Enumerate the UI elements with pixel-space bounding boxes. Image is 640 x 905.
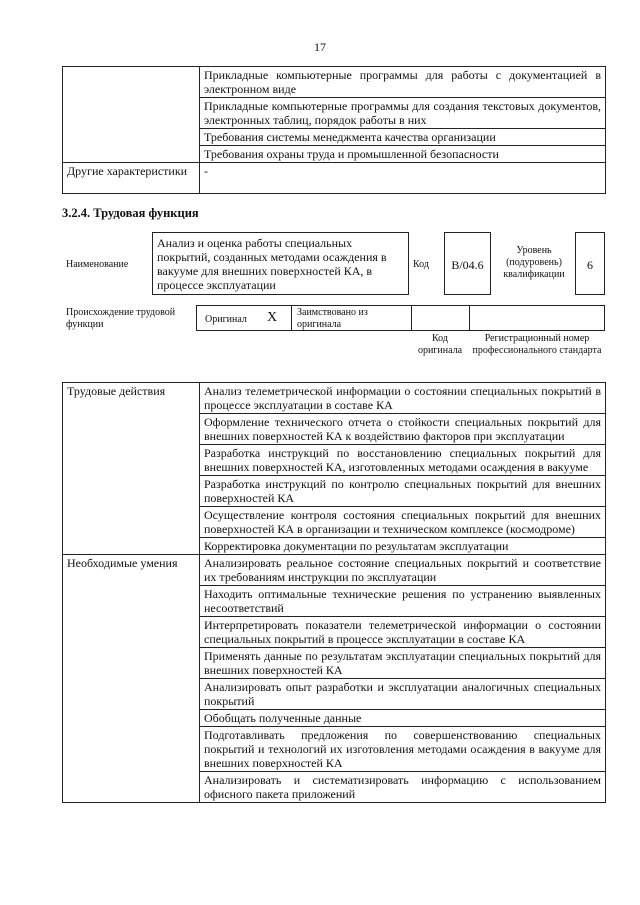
skill-item: Обобщать полученные данные (200, 710, 606, 727)
labor-actions-label: Трудовые действия (63, 383, 200, 555)
skill-item: Интерпретировать показатели телеметрической информации о состоянии специальных покрытий в процессе эксплуатации в составе КА (200, 617, 606, 648)
labor-action-item: Разработка инструкций по контролю специальных покрытий для внешних поверхностей КА (200, 476, 606, 507)
origin-row (196, 305, 605, 331)
code-label: Код (413, 259, 429, 270)
other-characteristics-label: Другие характеристики (63, 163, 200, 194)
labor-action-item: Корректировка документации по результатам эксплуатации (200, 538, 606, 555)
skill-item: Анализировать реальное состояние специальных покрытий и соответствие их требованиям инструкции по эксплуатации (200, 555, 606, 586)
original-label: Оригинал (205, 314, 247, 325)
origin-divider (411, 305, 412, 331)
section-title: 3.2.4. Трудовая функция (62, 206, 199, 220)
skill-item: Подготавливать предложения по совершенствованию специальных покрытий и технологий их изготовления методами осаждения в вакууме для внешних поверхностей КА (200, 727, 606, 772)
knowledge-continuation-table (62, 66, 606, 194)
labor-action-item: Осуществление контроля состояния специальных покрытий для внешних поверхностей КА в организации и техническом комплексе (космодроме) (200, 507, 606, 538)
skills-label: Необходимые умения (63, 555, 200, 803)
skill-item: Находить оптимальные технические решения по устранению выявленных несоответствий (200, 586, 606, 617)
other-characteristics-value: - (200, 163, 606, 194)
origin-label: Происхождение трудовой функции (66, 307, 176, 330)
page-number: 17 (314, 40, 326, 54)
labor-action-item: Оформление технического отчета о стойкости специальных покрытий для внешних поверхностей КА к воздействию факторов при эксплуатации (200, 414, 606, 445)
function-code-box: B/04.6 (444, 232, 491, 295)
labor-action-item: Анализ телеметрической информации о состоянии специальных покрытий в процессе эксплуатации в составе КА (200, 383, 606, 414)
labor-action-item: Разработка инструкций по восстановлению специальных покрытий для внешних поверхностей КА, изготовленных методами осаждения в вакууме (200, 445, 606, 476)
origin-divider (291, 305, 292, 331)
labor-function-table (62, 382, 606, 803)
registration-number-label: Регистрационный номер профессионального стандарта (472, 333, 602, 356)
original-mark: X (267, 310, 278, 325)
knowledge-item: Прикладные компьютерные программы для создания текстовых документов, электронных таблиц, порядок работы в них (200, 98, 606, 129)
name-label: Наименование (66, 259, 129, 270)
empty-label-cell (63, 67, 200, 163)
knowledge-item: Прикладные компьютерные программы для работы с документацией в электронном виде (200, 67, 606, 98)
origin-divider (469, 305, 470, 331)
qualification-level-box: 6 (575, 232, 605, 295)
function-name-box: Анализ и оценка работы специальных покрытий, созданных методами осаждения в вакууме для внешних поверхностей КА, в процессе эксплуатации (152, 232, 409, 295)
skill-item: Применять данные по результатам эксплуатации специальных покрытий для внешних поверхностей КА (200, 648, 606, 679)
skill-item: Анализировать опыт разработки и эксплуатации аналогичных специальных покрытий (200, 679, 606, 710)
knowledge-item: Требования системы менеджмента качества организации (200, 129, 606, 146)
borrowed-label: Заимствовано из оригинала (297, 307, 368, 330)
knowledge-item: Требования охраны труда и промышленной безопасности (200, 146, 606, 163)
skill-item: Анализировать и систематизировать информацию с использованием офисного пакета приложений (200, 772, 606, 803)
qualification-level-label: Уровень (подуровень) квалификации (503, 245, 565, 280)
code-original-label: Код оригинала (417, 333, 463, 356)
